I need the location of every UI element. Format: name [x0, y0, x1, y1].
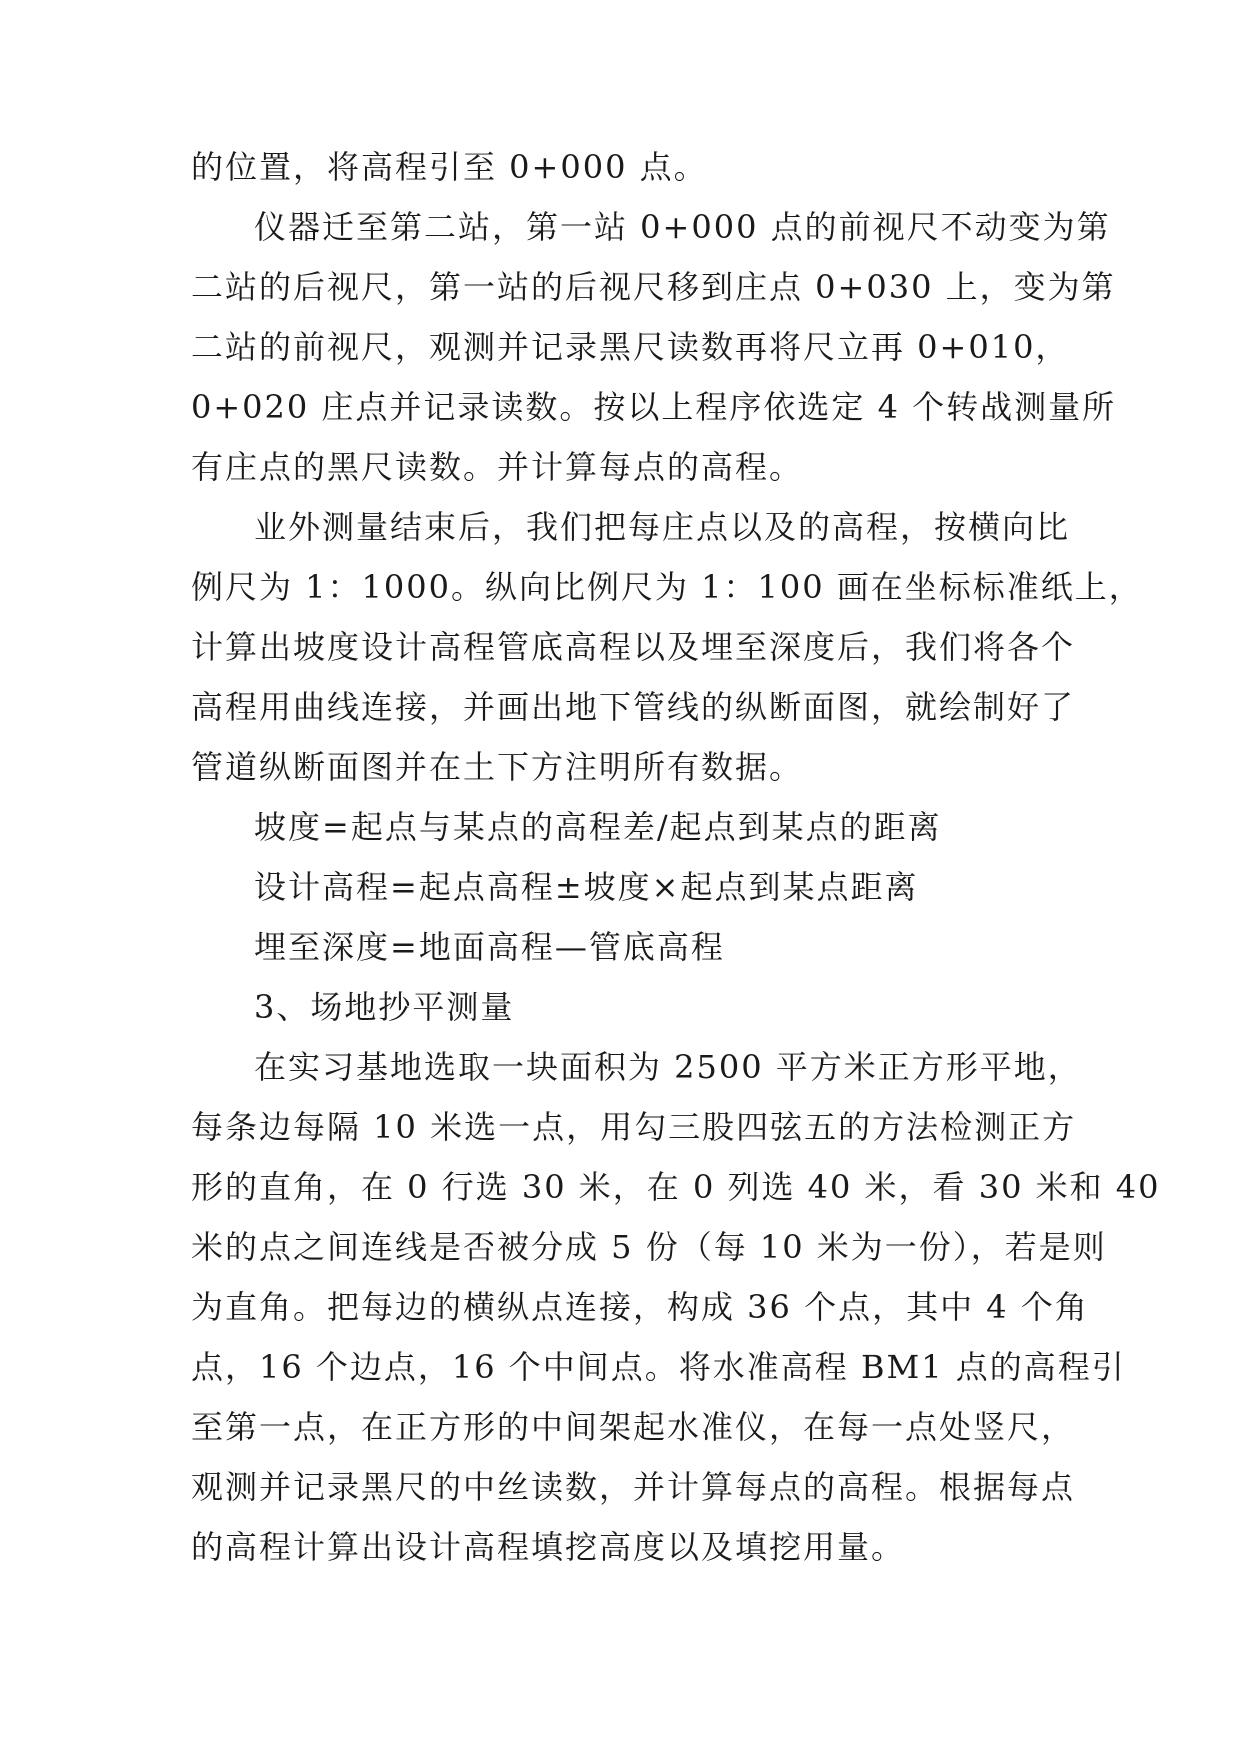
text-line: 每条边每隔 10 米选一点，用勾三股四弦五的方法检测正方: [191, 1108, 1077, 1146]
text-line: 管道纵断面图并在土下方注明所有数据。: [191, 748, 804, 786]
text-line: 点，16 个边点，16 个中间点。将水准高程 BM1 点的高程引: [191, 1348, 1126, 1386]
text-line: 米的点之间连线是否被分成 5 份（每 10 米为一份），若是则: [191, 1228, 1107, 1266]
text-line: 的高程计算出设计高程填挖高度以及填挖用量。: [191, 1528, 906, 1566]
text-line: 观测并记录黑尺的中丝读数，并计算每点的高程。根据每点: [191, 1468, 1076, 1506]
formula-line: 设计高程=起点高程±坡度×起点到某点距离: [254, 868, 919, 906]
text-line: 至第一点，在正方形的中间架起水准仪，在每一点处竖尺，: [191, 1408, 1076, 1446]
text-line: 高程用曲线连接，并画出地下管线的纵断面图，就绘制好了: [191, 688, 1076, 726]
formula-line: 坡度=起点与某点的高程差/起点到某点的距离: [254, 808, 942, 846]
text-line: 仪器迁至第二站，第一站 0+000 点的前视尺不动变为第: [254, 208, 1111, 246]
text-line: 形的直角，在 0 行选 30 米，在 0 列选 40 米，看 30 米和 40: [191, 1168, 1161, 1206]
text-line: 为直角。把每边的横纵点连接，构成 36 个点，其中 4 个角: [191, 1288, 1089, 1326]
text-line: 在实习基地选取一块面积为 2500 平方米正方形平地，: [254, 1048, 1082, 1086]
text-line: 0+020 庄点并记录读数。按以上程序依选定 4 个转战测量所: [191, 388, 1117, 426]
text-line: 的位置，将高程引至 0+000 点。: [191, 148, 708, 186]
text-line: 有庄点的黑尺读数。并计算每点的高程。: [191, 448, 804, 486]
section-heading: 3、场地抄平测量: [254, 988, 515, 1026]
text-line: 二站的前视尺，观测并记录黑尺读数再将尺立再 0+010，: [191, 328, 1070, 366]
text-line: 业外测量结束后，我们把每庄点以及的高程，按横向比: [254, 508, 1071, 546]
formula-line: 埋至深度=地面高程—管底高程: [254, 928, 725, 966]
text-line: 计算出坡度设计高程管底高程以及埋至深度后，我们将各个: [191, 628, 1076, 666]
text-line: 二站的后视尺，第一站的后视尺移到庄点 0+030 上，变为第: [191, 268, 1116, 306]
text-line: 例尺为 1：1000。纵向比例尺为 1：100 画在坐标标准纸上，: [191, 568, 1143, 606]
